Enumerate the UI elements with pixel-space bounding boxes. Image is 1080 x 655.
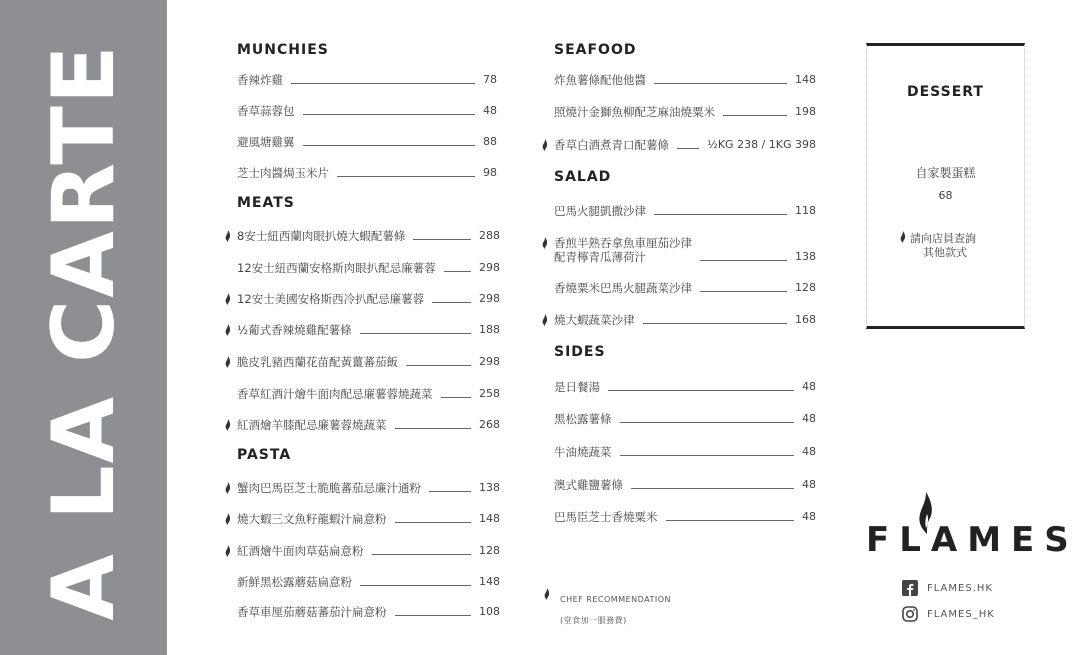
menu-item-name: 香辣炸雞: [237, 73, 283, 87]
menu-item-price: 118: [795, 204, 816, 217]
menu-item: [237, 387, 500, 401]
menu-item-name: 蟹肉巴馬臣芝士脆脆蕃茄忌廉汁通粉: [237, 481, 421, 495]
section-title-pasta: PASTA: [237, 447, 292, 463]
leader-line: [395, 428, 472, 429]
menu-item-name: 巴馬臣芝士香燒粟米: [554, 510, 658, 524]
leader-line: [395, 615, 472, 616]
menu-item-price: 198: [795, 105, 816, 118]
facebook-handle: FLAMES.HK: [927, 582, 993, 594]
menu-item-name: 新鮮黑松露蘑菇扁意粉: [237, 575, 352, 589]
leader-line: [700, 291, 787, 292]
flame-icon: [225, 482, 231, 494]
section-title-meats: MEATS: [237, 195, 295, 211]
menu-item-name: 香草白酒煮青口配薯條: [554, 138, 669, 152]
instagram-link[interactable]: [902, 606, 995, 622]
facebook-icon: [902, 580, 918, 596]
menu-item-price: 168: [795, 313, 816, 326]
menu-item: [237, 355, 500, 369]
menu-item-price: 188: [479, 323, 500, 336]
menu-item-name: 香草蒜蓉包: [237, 104, 295, 118]
menu-item: [237, 575, 500, 589]
menu-item-name: ½葡式香辣燒雞配薯條: [237, 323, 352, 337]
flame-icon: [225, 324, 231, 336]
menu-item-price: 138: [795, 250, 816, 263]
flame-icon: [225, 293, 231, 305]
flame-icon: [900, 231, 906, 243]
dessert-note-line2: 其他款式: [923, 246, 967, 259]
menu-item: [554, 236, 816, 264]
menu-item-name: 芝士肉醬焗玉米片: [237, 166, 329, 180]
menu-item-price: 48: [802, 478, 816, 491]
menu-item-price: 128: [479, 544, 500, 557]
menu-item-name: 香草車厘茄蘑菇蕃茄汁扁意粉: [237, 605, 387, 619]
menu-item: [237, 544, 500, 558]
leader-line: [643, 323, 788, 324]
dessert-box: [866, 43, 1025, 329]
menu-item: [237, 292, 500, 306]
menu-item: [237, 73, 497, 87]
menu-item-name: 燒大蝦蔬菜沙律: [554, 313, 635, 327]
menu-item: [554, 510, 816, 524]
menu-item-name: 紅酒燴牛面肉草菇扁意粉: [237, 544, 364, 558]
leader-line: [608, 390, 794, 391]
leader-line: [700, 260, 787, 261]
menu-item-price: 298: [479, 261, 500, 274]
menu-item-name: 香草紅酒汁燴牛面肉配忌廉薯蓉燒蔬菜: [237, 387, 433, 401]
menu-item: [237, 323, 500, 337]
flame-icon: [225, 356, 231, 368]
section-title-salad: SALAD: [554, 169, 612, 185]
menu-item-price: 298: [479, 292, 500, 305]
leader-line: [444, 271, 471, 272]
menu-item-price: 48: [802, 412, 816, 425]
menu-item: [237, 418, 500, 432]
instagram-handle: FLAMES_HK: [927, 608, 995, 620]
flame-icon: [542, 139, 548, 151]
leader-line: [620, 422, 795, 423]
menu-item-price: 108: [479, 605, 500, 618]
leader-line: [303, 114, 476, 115]
flame-icon: [225, 545, 231, 557]
flame-icon: [542, 314, 548, 326]
menu-item-name: 黑松露薯條: [554, 412, 612, 426]
flame-icon: [225, 419, 231, 431]
flame-icon: [544, 588, 550, 600]
section-title-munchies: MUNCHIES: [237, 42, 329, 58]
menu-item: [237, 605, 500, 619]
page-title: A LA CARTE: [34, 43, 134, 621]
menu-item: [554, 105, 816, 119]
leader-line: [303, 145, 476, 146]
menu-item: [237, 512, 500, 526]
menu-item-name: 紅酒燴羊膝配忌廉薯蓉燒蔬菜: [237, 418, 387, 432]
leader-line: [432, 302, 471, 303]
menu-item-price: 258: [479, 387, 500, 400]
service-charge-note: (堂食加一服務費): [560, 616, 627, 625]
leader-line: [631, 488, 794, 489]
menu-item-name: 避風塘雞翼: [237, 135, 295, 149]
leader-line: [360, 585, 471, 586]
menu-item-price: 268: [479, 418, 500, 431]
menu-item: [554, 73, 816, 87]
menu-item: [554, 138, 816, 152]
instagram-icon: [902, 606, 918, 622]
menu-item-price: 288: [479, 229, 500, 242]
menu-item: [237, 229, 500, 243]
menu-item: [554, 281, 816, 295]
menu-item: [554, 445, 816, 459]
menu-item-price: 298: [479, 355, 500, 368]
menu-item: [554, 478, 816, 492]
chef-recommendation-note: CHEF RECOMMENDATION: [560, 595, 672, 604]
leader-line: [291, 83, 475, 84]
menu-item-name: 是日餐湯: [554, 380, 600, 394]
menu-item-name: 8安士紐西蘭肉眼扒燒大蝦配薯條: [237, 229, 406, 243]
leader-line: [406, 365, 471, 366]
dessert-item-price: 68: [938, 189, 953, 202]
flame-icon: [225, 230, 231, 242]
menu-item: [237, 481, 500, 495]
menu-item-price: 48: [802, 445, 816, 458]
menu-item-name: 燒大蝦三文魚籽龍蝦汁扁意粉: [237, 512, 387, 526]
menu-item-price: 128: [795, 281, 816, 294]
menu-item: [554, 412, 816, 426]
leader-line: [654, 83, 787, 84]
menu-item-price: 138: [479, 481, 500, 494]
facebook-link[interactable]: [902, 580, 993, 596]
menu-item-name: 牛油燒蔬菜: [554, 445, 612, 459]
leader-line: [360, 333, 471, 334]
menu-item: [554, 204, 816, 218]
menu-item: [237, 135, 497, 149]
menu-item-name: 12安士美國安格斯西冷扒配忌廉薯蓉: [237, 292, 425, 306]
menu-item-name: 香燒粟米巴馬火腿蔬菜沙律: [554, 281, 692, 295]
menu-item-price: 148: [479, 575, 500, 588]
section-title-sides: SIDES: [554, 344, 606, 360]
section-title-seafood: SEAFOOD: [554, 42, 637, 58]
leader-line: [677, 148, 699, 149]
menu-item-name: 脆皮乳豬西蘭花苗配黃薑蕃茄飯: [237, 355, 398, 369]
menu-item-price: 98: [483, 166, 497, 179]
menu-item: [554, 380, 816, 394]
leader-line: [654, 214, 787, 215]
leader-line: [413, 239, 471, 240]
dessert-item-name: 自家製蛋糕: [915, 166, 976, 180]
leader-line: [620, 455, 795, 456]
leader-line: [723, 115, 787, 116]
sidebar: [0, 0, 167, 655]
leader-line: [429, 491, 471, 492]
menu-item-price: 148: [795, 73, 816, 86]
menu-item: [237, 166, 497, 180]
flame-icon: [542, 237, 548, 249]
leader-line: [395, 522, 472, 523]
menu-item-price: 148: [479, 512, 500, 525]
menu-item-name: 巴馬火腿凱撒沙律: [554, 204, 646, 218]
menu-item: [237, 261, 500, 275]
menu-item-price: 78: [483, 73, 497, 86]
menu-item-name: 12安士紐西蘭安格斯肉眼扒配忌廉薯蓉: [237, 261, 436, 275]
menu-item: [237, 104, 497, 118]
menu-item: [554, 313, 816, 327]
menu-item-name: 炸魚薯條配他他醬: [554, 73, 646, 87]
flame-icon: [225, 513, 231, 525]
leader-line: [666, 520, 795, 521]
menu-item-price: 48: [483, 104, 497, 117]
dessert-note-line1: 請向店員查詢: [910, 232, 976, 245]
menu-item-price: 48: [802, 510, 816, 523]
section-title-dessert: DESSERT: [907, 84, 984, 100]
leader-line: [337, 176, 475, 177]
leader-line: [372, 554, 472, 555]
menu-item-price: ½KG 238 / 1KG 398: [707, 138, 816, 151]
menu-item-price: 88: [483, 135, 497, 148]
menu-item-price: 48: [802, 380, 816, 393]
brand-logo: FLAMES: [866, 520, 1079, 560]
menu-item-name: 香煎半熟吞拿魚車厘茄沙律 配青檸青瓜薄荷汁: [554, 236, 692, 264]
menu-item-name: 照燒汁金獅魚柳配芝麻油燒粟米: [554, 105, 715, 119]
leader-line: [441, 397, 472, 398]
menu-item-name: 澳式雞鹽薯條: [554, 478, 623, 492]
